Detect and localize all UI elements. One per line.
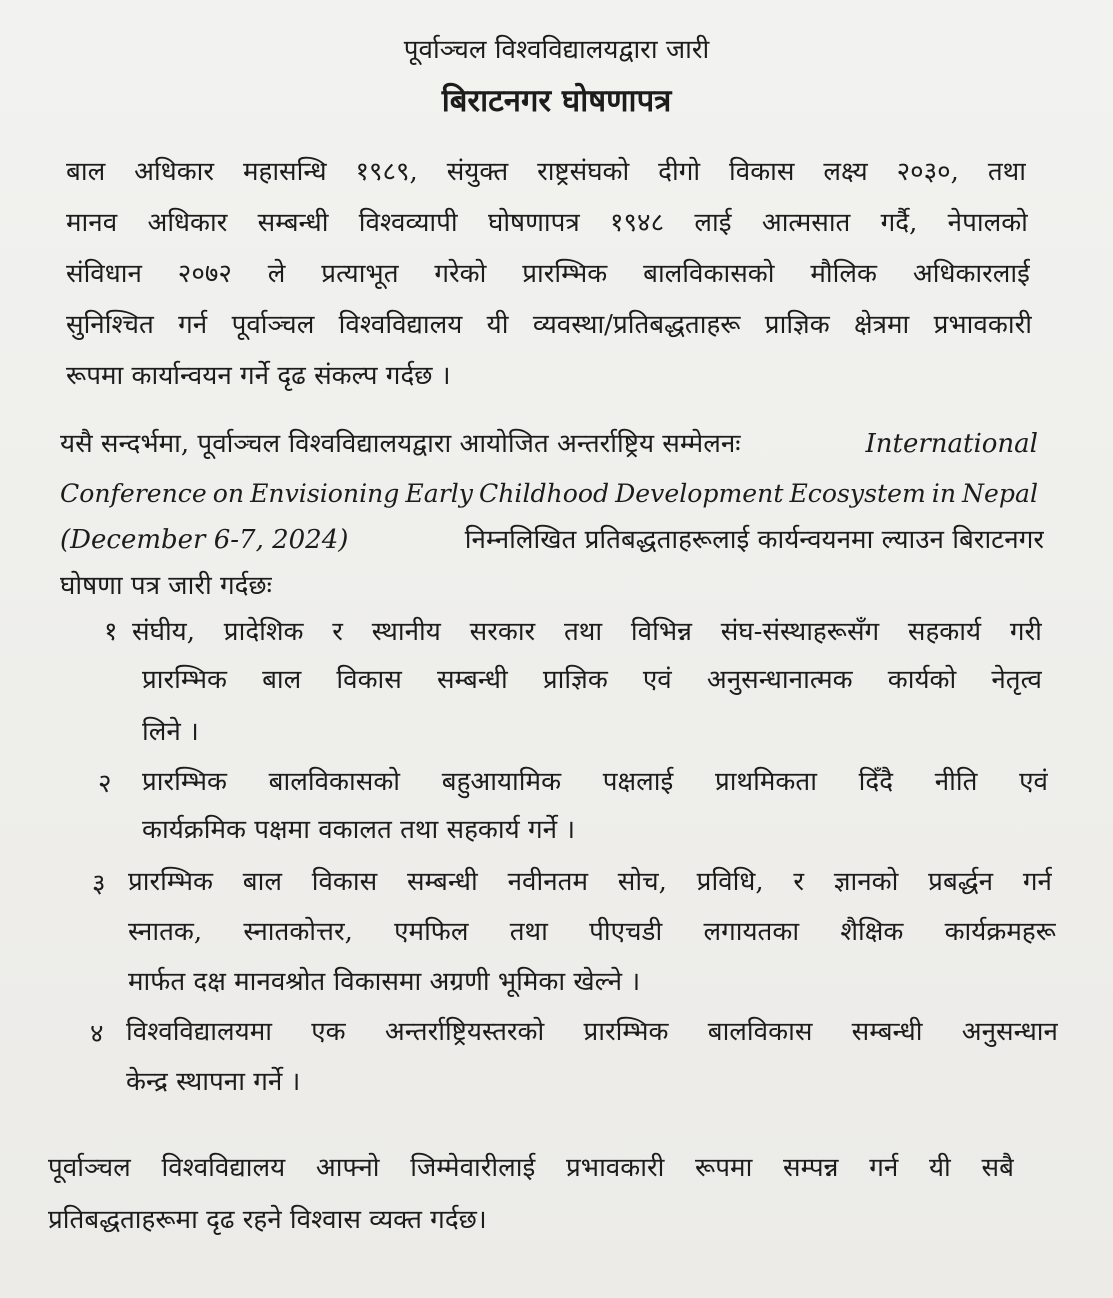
word: Childhood — [479, 479, 610, 508]
word: २०३०, — [896, 157, 959, 187]
word: पीएचडी — [589, 917, 663, 947]
word: १९८९, — [355, 157, 418, 187]
word: गर्दै, — [880, 208, 918, 238]
word: प्रादेशिक — [223, 617, 304, 647]
word: १९४८ — [610, 208, 665, 238]
closing-line-2 — [48, 1200, 487, 1240]
word: तथा — [987, 157, 1026, 187]
item-3-number: ३ — [92, 869, 106, 899]
item-3-line-3 — [128, 962, 640, 1002]
word: Nepal — [962, 479, 1038, 508]
word: सरकार — [469, 617, 536, 647]
word: स्थानीय — [371, 617, 441, 647]
word: गर्न — [1022, 867, 1052, 897]
word: विश्वविद्यालयमा — [126, 1017, 272, 1047]
word: बाल — [66, 157, 106, 187]
para1-line-5-text: रूपमा कार्यान्वयन गर्ने दृढ संकल्प गर्दछ । — [66, 361, 451, 391]
word: प्रविधि, — [696, 867, 764, 897]
word: २०७२ — [177, 259, 232, 289]
word: on — [212, 479, 245, 508]
para2-line-4 — [60, 566, 272, 606]
para2-line-1-text: यसै सन्दर्भमा, पूर्वाञ्चल विश्वविद्यालयद्वारा आयोजित अन्तर्राष्ट्रिय सम्मेलनः — [60, 429, 741, 459]
word: बाल — [242, 867, 282, 897]
item-3-line-2 — [128, 912, 1056, 952]
word: संविधान — [66, 259, 142, 289]
conference-dates: (December 6-7, 2024) — [60, 525, 349, 555]
word: प्रारम्भिक — [583, 1017, 669, 1047]
word: दिँदै — [858, 767, 894, 797]
word: सम्पन्न — [783, 1153, 839, 1183]
word: Conference — [60, 479, 207, 508]
word: बालविकास — [707, 1017, 813, 1047]
document-title: बिराटनगर घोषणापत्र — [441, 83, 672, 119]
word: विश्वविद्यालय — [161, 1153, 286, 1183]
word: रूपमा — [695, 1153, 753, 1183]
word: मौलिक — [810, 259, 877, 289]
word: एवं — [642, 665, 672, 695]
word: गर्न — [869, 1153, 899, 1183]
word: नीति — [934, 767, 978, 797]
word: एमफिल — [394, 917, 469, 947]
word: अनुसन्धान — [961, 1017, 1058, 1047]
word: कार्यक्रमहरू — [944, 917, 1056, 947]
para2-line-1 — [60, 424, 1038, 464]
word: गर्न — [178, 310, 208, 340]
word: लाई — [694, 208, 732, 238]
word: Development — [615, 479, 784, 508]
word: दीगो — [658, 157, 701, 187]
word: मानव — [66, 208, 118, 238]
item-3-line-1 — [128, 862, 1052, 902]
word: अधिकारलाई — [912, 259, 1030, 289]
word: र — [332, 617, 343, 647]
word: विकास — [729, 157, 795, 187]
word: कार्यको — [887, 665, 957, 695]
word: प्रारम्भिक — [128, 867, 213, 897]
word: सम्बन्धी — [851, 1017, 923, 1047]
word: संयुक्त — [446, 157, 509, 187]
word: पूर्वाञ्चल — [231, 310, 315, 340]
item-1-line-2 — [142, 660, 1042, 700]
word: ज्ञानको — [833, 867, 899, 897]
word: व्यवस्था/प्रतिबद्धताहरू — [532, 310, 741, 340]
word: in — [931, 479, 957, 508]
para1-line-2 — [66, 203, 1028, 243]
item-4-line-2 — [126, 1062, 300, 1102]
word: अनुसन्धानात्मक — [706, 665, 853, 695]
word: प्रबर्द्धन — [928, 867, 994, 897]
conference-name-part-1: International — [865, 429, 1038, 459]
word: पक्षलाई — [602, 767, 674, 797]
para2-line-3-text: निम्नलिखित प्रतिबद्धताहरूलाई कार्यन्वयनमा ल्याउन बिराटनगर — [464, 525, 1044, 555]
word: विश्वव्यापी — [358, 208, 458, 238]
item-2-line-2-text: कार्यक्रमिक पक्षमा वकालत तथा सहकार्य गर्ने । — [142, 815, 576, 845]
word: नेतृत्व — [991, 665, 1042, 695]
word: विकास — [311, 867, 378, 897]
word: अधिकार — [134, 157, 215, 187]
word: स्नातकोत्तर, — [243, 917, 353, 947]
word: प्रारम्भिक — [522, 259, 608, 289]
para1-line-5 — [66, 356, 451, 396]
word: विभिन्न — [630, 617, 692, 647]
word: यी — [486, 310, 509, 340]
word: तथा — [509, 917, 548, 947]
item-2-line-1 — [142, 762, 1048, 802]
item-4-number: ४ — [90, 1019, 104, 1049]
item-3-line-3-text: मार्फत दक्ष मानवश्रोत विकासमा अग्रणी भूमिका खेल्ने । — [128, 967, 641, 997]
word: प्राज्ञिक — [764, 310, 830, 340]
item-2-number: २ — [98, 769, 112, 799]
para1-line-1 — [66, 152, 1026, 192]
issuer-subtitle: पूर्वाञ्चल विश्वविद्यालयद्वारा जारी — [403, 35, 710, 65]
word: Early — [405, 479, 473, 508]
word: सुनिश्चित — [66, 310, 154, 340]
para2-line-4-text: घोषणा पत्र जारी गर्दछः — [60, 571, 272, 601]
word: प्रभावकारी — [566, 1153, 665, 1183]
word: प्राज्ञिक — [542, 665, 608, 695]
word: Ecosystem — [789, 479, 926, 508]
word: शैक्षिक — [840, 917, 904, 947]
word: नवीनतम — [507, 867, 588, 897]
word: गरेको — [434, 259, 487, 289]
word: लगायतका — [703, 917, 800, 947]
word: बाल — [262, 665, 302, 695]
word: अन्तर्राष्ट्रियस्तरको — [384, 1017, 545, 1047]
word: बहुआयामिक — [441, 767, 562, 797]
word: आफ्नो — [315, 1153, 380, 1183]
closing-line-1 — [48, 1148, 1014, 1188]
word: जिम्मेवारीलाई — [410, 1153, 536, 1183]
word: सम्बन्धी — [436, 665, 508, 695]
word: संघ-संस्थाहरूसँग — [720, 617, 880, 647]
para1-line-4 — [66, 305, 1032, 345]
item-2-line-2 — [142, 810, 575, 850]
word: सोच, — [617, 867, 667, 897]
word: र — [793, 867, 805, 897]
word: प्रारम्भिक — [142, 767, 227, 797]
para2-line-3 — [60, 520, 1044, 560]
word: प्रत्याभूत — [321, 259, 399, 289]
item-1-number: १ — [104, 617, 118, 647]
word: प्राथमिकता — [715, 767, 817, 797]
word: आत्मसात — [761, 208, 851, 238]
item-1-line-3-text: लिने । — [142, 717, 199, 747]
word: महासन्धि — [242, 157, 327, 187]
item-4-line-1 — [126, 1012, 1058, 1052]
word: प्रभावकारी — [933, 310, 1032, 340]
para1-line-3 — [66, 254, 1030, 294]
word: गरी — [1009, 617, 1042, 647]
word: स्नातक, — [128, 917, 203, 947]
item-1-line-3 — [142, 712, 199, 752]
word: बालविकासको — [643, 259, 775, 289]
word: सबै — [981, 1153, 1014, 1183]
word: बालविकासको — [268, 767, 401, 797]
word: क्षेत्रमा — [854, 310, 910, 340]
word: सहकार्य — [907, 617, 982, 647]
word: एक — [311, 1017, 346, 1047]
word: सम्बन्धी — [257, 208, 329, 238]
para2-line-2 — [60, 474, 1038, 514]
word: प्रारम्भिक — [142, 665, 227, 695]
word: तथा — [563, 617, 603, 647]
closing-line-2-text: प्रतिबद्धताहरूमा दृढ रहने विश्वास व्यक्त गर्दछ। — [48, 1205, 487, 1235]
word: Envisioning — [250, 479, 400, 508]
word: राष्ट्रसंघको — [537, 157, 630, 187]
word: संघीय, — [132, 617, 196, 647]
word: विकास — [336, 665, 402, 695]
word: घोषणापत्र — [487, 208, 580, 238]
word: एवं — [1019, 767, 1048, 797]
word: नेपालको — [947, 208, 1028, 238]
item-4-line-2-text: केन्द्र स्थापना गर्ने । — [126, 1067, 301, 1097]
word: अधिकार — [147, 208, 228, 238]
word: पूर्वाञ्चल — [48, 1153, 131, 1183]
word: ले — [267, 259, 286, 289]
word: यी — [928, 1153, 951, 1183]
word: विश्वविद्यालय — [338, 310, 463, 340]
word: लक्ष्य — [823, 157, 868, 187]
item-1-line-1 — [132, 612, 1042, 652]
word: सम्बन्धी — [406, 867, 478, 897]
